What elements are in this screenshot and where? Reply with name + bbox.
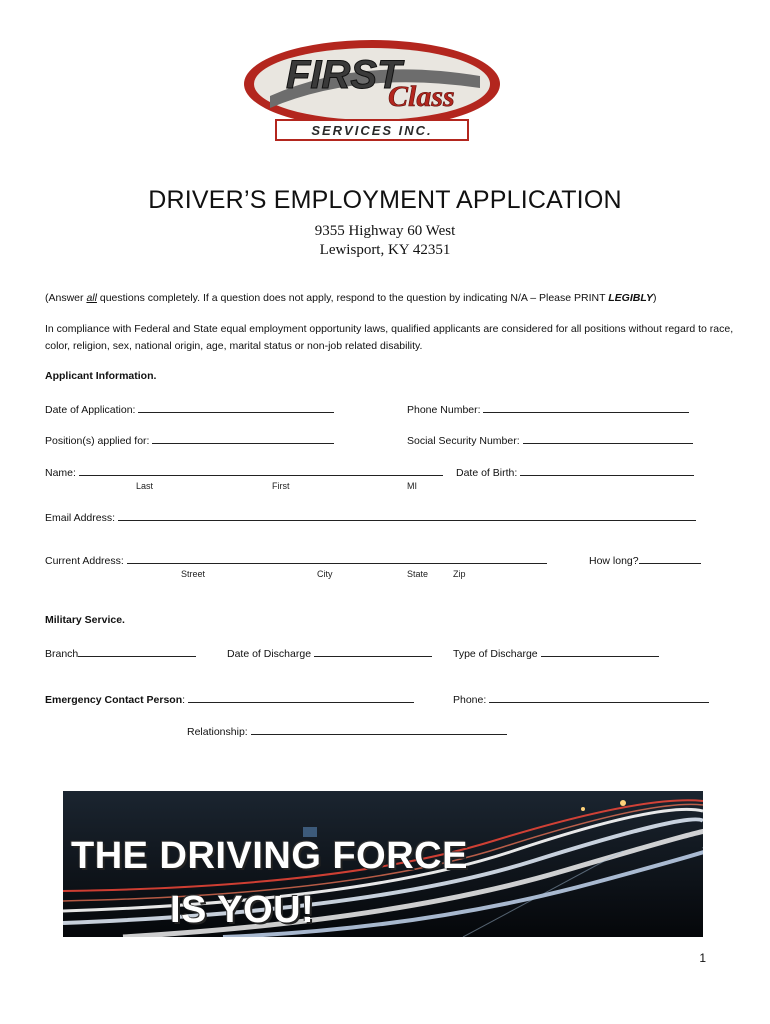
addr-sub-zip: Zip xyxy=(453,569,466,579)
applicant-heading: Applicant Information. xyxy=(45,370,157,382)
addr-sub-state: State xyxy=(407,569,429,579)
relationship-label: Relationship: xyxy=(187,726,248,738)
positions-label: Position(s) applied for: xyxy=(45,435,150,447)
relationship-field[interactable] xyxy=(187,724,507,738)
phone-number-label: Phone Number: xyxy=(407,404,481,416)
positions-line[interactable] xyxy=(152,433,334,444)
emergency-contact-label: Emergency Contact Person xyxy=(45,694,183,706)
how-long-field[interactable] xyxy=(589,553,701,567)
name-field[interactable] xyxy=(45,465,443,479)
email-label: Email Address: xyxy=(45,512,116,524)
name-label: Name: xyxy=(45,467,76,479)
branch-line[interactable] xyxy=(78,646,196,657)
military-heading: Military Service. xyxy=(45,614,125,626)
address-line-2: Lewisport, KY 42351 xyxy=(319,242,451,258)
driving-force-banner xyxy=(63,791,703,937)
instructions-mid: questions completely. If a question does not apply, respond to the question by indicating N/A – Please PRINT xyxy=(96,292,609,304)
date-of-application-line[interactable] xyxy=(138,402,334,413)
instructions-all: all xyxy=(86,292,97,304)
email-field[interactable] xyxy=(45,510,696,524)
instructions-legibly: LEGIBLY xyxy=(608,292,653,304)
positions-field[interactable] xyxy=(45,433,334,447)
page-number: 1 xyxy=(699,951,706,965)
email-line[interactable] xyxy=(118,510,696,521)
type-discharge-label: Type of Discharge xyxy=(453,648,538,660)
dob-line[interactable] xyxy=(520,465,694,476)
date-of-application-label: Date of Application: xyxy=(45,404,136,416)
current-address-label: Current Address: xyxy=(45,555,124,567)
date-discharge-label: Date of Discharge xyxy=(227,648,312,660)
phone-number-field[interactable] xyxy=(407,402,689,416)
date-of-application-field[interactable] xyxy=(45,402,334,416)
branch-field[interactable] xyxy=(45,646,196,660)
emergency-phone-field[interactable] xyxy=(453,692,709,706)
emergency-phone-line[interactable] xyxy=(489,692,709,703)
name-sub-mi: MI xyxy=(407,481,417,491)
ssn-field[interactable] xyxy=(407,433,693,447)
emergency-phone-label: Phone: xyxy=(453,694,487,706)
logo-first-text: FIRST xyxy=(286,53,402,97)
logo-services-text: SERVICES INC. xyxy=(311,123,433,138)
name-line[interactable] xyxy=(79,465,443,476)
emergency-contact-field[interactable] xyxy=(45,692,414,706)
compliance-statement: In compliance with Federal and State equal employment opportunity laws, qualified applicants are considered for all positions without regard to race, color, religion, sex, national origin, age, marital status or non-job related disability. xyxy=(45,323,734,352)
name-sub-last: Last xyxy=(136,481,154,491)
page-title: DRIVER’S EMPLOYMENT APPLICATION xyxy=(148,186,622,214)
company-logo xyxy=(240,36,504,144)
ssn-label: Social Security Number: xyxy=(407,435,520,447)
emergency-contact-colon: : xyxy=(182,694,186,706)
type-discharge-field[interactable] xyxy=(453,646,659,660)
banner-line-2: IS YOU! xyxy=(170,889,315,931)
addr-sub-street: Street xyxy=(181,569,206,579)
relationship-line[interactable] xyxy=(251,724,507,735)
instructions-post: ) xyxy=(653,292,657,304)
branch-label: Branch xyxy=(45,648,79,660)
how-long-line[interactable] xyxy=(639,553,701,564)
banner-line-1: THE DRIVING FORCE xyxy=(71,835,468,877)
current-address-line[interactable] xyxy=(127,553,547,564)
addr-sub-city: City xyxy=(317,569,333,579)
how-long-label: How long? xyxy=(589,555,639,567)
date-discharge-line[interactable] xyxy=(314,646,432,657)
phone-number-line[interactable] xyxy=(483,402,689,413)
ssn-line[interactable] xyxy=(523,433,693,444)
dob-label: Date of Birth: xyxy=(456,467,518,479)
instructions-text xyxy=(45,292,657,304)
logo-class-text: Class xyxy=(388,80,455,113)
dob-field[interactable] xyxy=(456,465,694,479)
emergency-contact-line[interactable] xyxy=(188,692,414,703)
name-sub-first: First xyxy=(272,481,290,491)
address-line-1: 9355 Highway 60 West xyxy=(314,223,456,239)
date-discharge-field[interactable] xyxy=(227,646,432,660)
instructions-pre: (Answer xyxy=(45,292,87,304)
current-address-field[interactable] xyxy=(45,553,547,567)
type-discharge-line[interactable] xyxy=(541,646,659,657)
